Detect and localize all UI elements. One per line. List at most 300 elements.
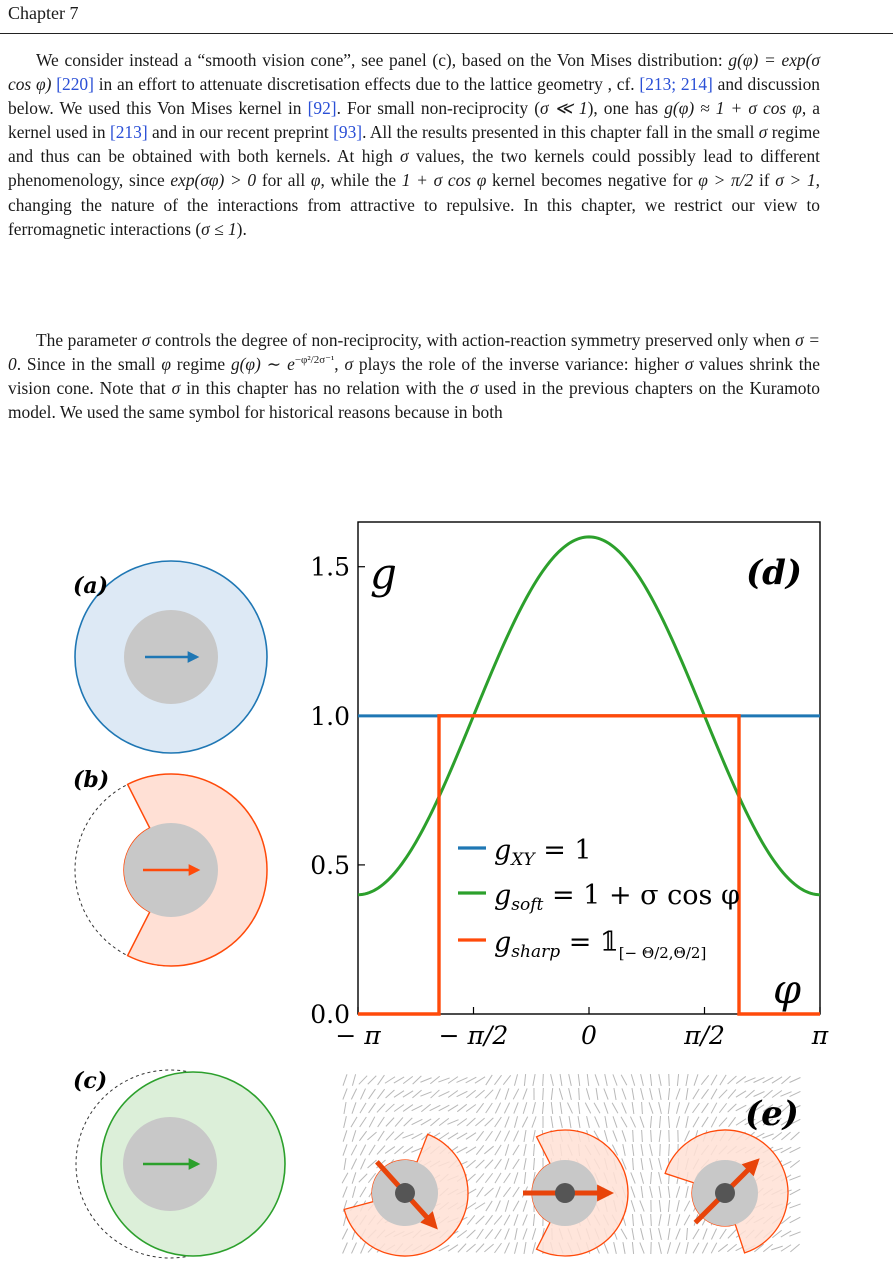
text-run: The parameter	[36, 330, 142, 350]
text-run: for all	[256, 170, 311, 191]
dash-mark	[633, 1158, 634, 1170]
dash-mark	[403, 1091, 413, 1097]
dash-mark	[505, 1088, 509, 1099]
dash-mark	[403, 1147, 413, 1154]
dash-mark	[404, 1118, 413, 1126]
dash-mark	[361, 1159, 366, 1170]
dash-mark	[513, 1201, 519, 1211]
dash-mark	[711, 1243, 717, 1254]
spin-center-dot	[555, 1183, 575, 1203]
dash-mark	[650, 1186, 653, 1198]
dash-mark	[633, 1130, 634, 1142]
dash-mark	[369, 1089, 376, 1099]
dash-mark	[650, 1088, 653, 1100]
dash-mark	[524, 1074, 525, 1086]
text-run: if	[753, 170, 776, 191]
dash-mark	[342, 1229, 347, 1240]
dash-mark	[386, 1118, 394, 1127]
dash-mark	[772, 1077, 782, 1083]
dash-mark	[466, 1244, 475, 1252]
dash-mark	[649, 1102, 653, 1113]
dash-mark	[485, 1215, 492, 1225]
dash-mark	[701, 1075, 708, 1084]
dash-mark	[360, 1187, 366, 1197]
dash-mark	[495, 1117, 502, 1127]
dash-mark	[719, 1090, 727, 1099]
dash-mark	[496, 1089, 501, 1100]
dash-mark	[476, 1131, 483, 1141]
dash-mark	[559, 1088, 562, 1100]
dash-mark	[744, 1078, 755, 1083]
dash-mark	[360, 1117, 367, 1127]
dash-mark	[523, 1088, 527, 1099]
dash-mark	[503, 1187, 510, 1197]
dash-mark	[677, 1074, 678, 1086]
dash-mark	[736, 1076, 746, 1083]
dash-mark	[439, 1133, 449, 1140]
dash-mark	[621, 1117, 627, 1127]
dash-mark	[360, 1103, 366, 1113]
dash-mark	[669, 1144, 670, 1156]
dash-mark	[343, 1130, 347, 1141]
dash-mark	[685, 1131, 690, 1142]
dash-mark	[686, 1088, 688, 1100]
panel-label-b: (b)	[73, 767, 110, 793]
text-run: . For small non-reciprocity (	[336, 98, 540, 119]
dash-mark	[458, 1244, 466, 1253]
panel-d-chart	[310, 522, 829, 1050]
text-run: regime	[170, 354, 231, 375]
dash-mark	[728, 1089, 736, 1098]
dash-mark	[430, 1105, 441, 1110]
dash-mark	[484, 1244, 493, 1252]
dash-mark	[659, 1242, 662, 1254]
dash-mark	[711, 1117, 717, 1128]
dash-mark	[523, 1102, 527, 1113]
y-tick-label: 1.0	[310, 701, 350, 731]
dash-mark	[676, 1102, 679, 1114]
dash-mark	[650, 1116, 651, 1128]
math-inline: φ > π/2	[698, 170, 754, 191]
dash-mark	[394, 1146, 403, 1154]
dash-mark	[686, 1186, 689, 1198]
dash-mark	[447, 1120, 458, 1125]
dash-mark	[494, 1215, 502, 1224]
dash-mark	[514, 1074, 517, 1086]
legend-sub: XY	[511, 850, 535, 870]
dash-mark	[378, 1117, 385, 1127]
dash-mark	[659, 1214, 661, 1226]
dash-mark	[448, 1245, 458, 1252]
citation-link[interactable]: [92]	[307, 98, 337, 119]
dash-mark	[640, 1172, 643, 1184]
dash-mark	[412, 1119, 423, 1124]
dash-mark	[578, 1074, 579, 1086]
text-run: values, the two kernels could possibly lead to different phenomenology, since	[8, 146, 820, 191]
dash-mark	[632, 1242, 633, 1254]
dash-mark	[439, 1105, 450, 1111]
dash-mark	[711, 1229, 716, 1240]
dash-mark	[694, 1074, 698, 1085]
dash-mark	[486, 1103, 493, 1113]
dash-mark	[614, 1088, 616, 1100]
dash-mark	[343, 1088, 347, 1099]
dash-mark	[448, 1090, 458, 1097]
dash-mark	[641, 1186, 643, 1198]
dash-mark	[718, 1244, 727, 1251]
dash-mark	[486, 1075, 492, 1085]
text-run: . All the results presented in this chapter fall in the small	[362, 122, 759, 143]
dash-mark	[524, 1242, 526, 1254]
dash-mark	[504, 1103, 509, 1114]
legend-rest: = 𝟙	[560, 927, 619, 958]
dash-mark	[640, 1116, 644, 1127]
dash-mark	[632, 1088, 634, 1100]
dash-mark	[719, 1103, 726, 1113]
dash-mark	[476, 1244, 484, 1253]
dash-mark	[641, 1228, 644, 1240]
dash-mark	[622, 1102, 627, 1113]
dash-mark	[701, 1089, 708, 1099]
dash-mark	[403, 1076, 413, 1083]
dash-mark	[532, 1242, 535, 1254]
dash-mark	[668, 1088, 669, 1100]
dash-mark	[650, 1158, 653, 1170]
y-axis-label: g	[370, 549, 397, 598]
dash-mark	[421, 1104, 430, 1112]
math-inline: −φ²/2σ⁻¹	[294, 354, 335, 367]
dash-mark	[667, 1242, 670, 1254]
dash-mark	[686, 1242, 689, 1254]
dash-mark	[438, 1078, 449, 1082]
text-run: used in the previous chapters on the Kuramoto model. We used the same symbol for historical reasons because in both	[8, 378, 820, 423]
dash-mark	[476, 1145, 483, 1154]
dash-mark	[369, 1117, 375, 1128]
dash-mark	[551, 1102, 552, 1114]
dash-mark	[361, 1243, 366, 1254]
dash-mark	[522, 1117, 527, 1128]
dash-mark	[612, 1103, 618, 1113]
dash-mark	[466, 1104, 476, 1111]
text-run: plays the role of the inverse variance: higher	[353, 354, 685, 375]
dash-mark	[790, 1147, 801, 1152]
math-inline: g(φ) = exp(σ cos φ)	[8, 50, 820, 95]
dash-mark	[466, 1090, 475, 1097]
dash-mark	[369, 1145, 375, 1155]
dash-mark	[504, 1173, 511, 1183]
dash-mark	[641, 1088, 644, 1100]
dash-mark	[790, 1217, 801, 1223]
dash-mark	[533, 1074, 535, 1086]
dash-mark	[504, 1131, 509, 1142]
dash-mark	[651, 1172, 652, 1184]
dash-mark	[727, 1244, 736, 1252]
dash-mark	[466, 1174, 475, 1182]
dash-mark	[495, 1229, 502, 1239]
math-inline: φ	[310, 170, 321, 191]
text-run: . Since in the small	[16, 354, 162, 375]
chapter-header: Chapter 7	[8, 3, 79, 23]
dash-mark	[676, 1214, 680, 1225]
dash-mark	[631, 1172, 635, 1183]
dash-mark	[622, 1088, 626, 1099]
dash-mark	[485, 1118, 494, 1126]
dash-mark	[687, 1228, 688, 1240]
panel-e	[330, 1074, 814, 1270]
dash-mark	[640, 1200, 644, 1211]
dash-mark	[485, 1160, 493, 1169]
dash-mark	[377, 1089, 384, 1099]
dash-mark	[413, 1076, 422, 1084]
dash-mark	[605, 1116, 607, 1128]
dash-mark	[660, 1116, 661, 1128]
dash-mark	[613, 1074, 617, 1085]
dash-mark	[632, 1228, 634, 1240]
text-run: regime and thus can be obtained with both kernels. At high	[8, 122, 820, 167]
dash-mark	[343, 1186, 347, 1197]
text-run: and discussion below. We used this Von Mises kernel in	[8, 74, 820, 119]
dash-mark	[467, 1118, 476, 1126]
dash-mark	[551, 1116, 553, 1128]
dash-mark	[631, 1074, 634, 1085]
x-tick-label: π/2	[684, 1021, 725, 1050]
dash-mark	[633, 1214, 634, 1226]
panel-label-a: (a)	[73, 573, 109, 599]
dash-mark	[676, 1116, 679, 1128]
y-tick-label: 1.5	[310, 552, 350, 582]
dash-mark	[513, 1159, 520, 1169]
dash-mark	[632, 1102, 634, 1114]
dash-mark	[352, 1130, 356, 1141]
legend-rest: = 1 + σ cos φ	[543, 880, 740, 911]
dash-mark	[394, 1091, 404, 1098]
dash-mark	[623, 1144, 625, 1156]
text-run: and in our recent preprint	[147, 122, 334, 143]
dash-mark	[523, 1228, 527, 1239]
dash-mark	[352, 1074, 355, 1086]
math-inline: σ	[758, 122, 768, 143]
dash-mark	[403, 1105, 413, 1112]
dash-mark	[668, 1116, 669, 1128]
dash-mark	[669, 1074, 670, 1086]
dash-mark	[621, 1229, 627, 1239]
dash-mark	[641, 1074, 644, 1086]
math-inline: exp(σφ) > 0	[170, 170, 257, 191]
dash-mark	[560, 1074, 562, 1086]
dash-mark	[677, 1200, 680, 1212]
dash-mark	[604, 1102, 608, 1113]
dash-mark	[514, 1102, 518, 1113]
dash-mark	[369, 1103, 376, 1113]
dash-mark	[505, 1243, 510, 1254]
dash-mark	[457, 1091, 468, 1096]
legend-sub2: [− Θ/2,Θ/2]	[618, 944, 707, 962]
dash-mark	[569, 1074, 572, 1086]
dash-mark	[496, 1200, 501, 1211]
dash-mark	[457, 1147, 468, 1153]
math-inline: σ > 1	[775, 170, 816, 191]
dash-mark	[789, 1204, 800, 1208]
dash-mark	[641, 1144, 643, 1156]
dash-mark	[352, 1186, 355, 1198]
math-inline: 1 + σ cos φ	[401, 170, 487, 191]
citation-link[interactable]: [220]	[56, 74, 94, 95]
dash-mark	[595, 1074, 599, 1085]
dash-mark	[604, 1242, 608, 1253]
dash-mark	[495, 1173, 501, 1183]
dash-mark	[605, 1074, 608, 1086]
dash-mark	[466, 1133, 476, 1140]
dash-mark	[659, 1172, 662, 1184]
dash-mark	[676, 1242, 680, 1253]
dash-mark	[533, 1130, 535, 1142]
citation-link[interactable]: [213]	[109, 122, 148, 143]
math-inline: σ ≤ 1	[201, 218, 237, 239]
dash-mark	[359, 1076, 367, 1085]
x-axis-label: φ	[773, 967, 802, 1013]
text-run: We consider instead a “smooth vision cone”, see panel (c), based on the Von Mises distribution:	[36, 50, 729, 70]
dash-mark	[659, 1200, 660, 1212]
dash-mark	[515, 1228, 517, 1240]
math-inline: σ	[171, 378, 181, 399]
math-inline: g(φ) ≈ 1 + σ cos φ	[664, 98, 802, 119]
dash-mark	[514, 1214, 518, 1225]
dash-mark	[534, 1158, 535, 1170]
dash-mark	[360, 1145, 365, 1156]
dash-mark	[359, 1131, 366, 1141]
dash-mark	[485, 1173, 492, 1182]
math-inline: σ	[344, 354, 354, 375]
dash-mark	[485, 1090, 493, 1099]
x-tick-label: π	[811, 1021, 829, 1050]
dash-mark	[344, 1102, 346, 1114]
dash-mark	[343, 1242, 348, 1253]
math-inline: σ ≪ 1	[539, 98, 588, 119]
dash-mark	[475, 1077, 485, 1083]
dash-mark	[632, 1144, 634, 1156]
text-run: , while the	[320, 170, 402, 191]
dash-mark	[484, 1188, 493, 1196]
dash-mark	[523, 1200, 527, 1211]
dash-mark	[693, 1117, 699, 1127]
dash-mark	[394, 1132, 403, 1140]
dash-mark	[524, 1144, 526, 1156]
dash-mark	[439, 1245, 450, 1251]
dash-mark	[693, 1089, 699, 1099]
dash-mark	[728, 1076, 737, 1084]
dash-mark	[494, 1075, 501, 1085]
dash-mark	[368, 1160, 377, 1168]
spin-cones	[330, 1104, 814, 1270]
dash-mark	[631, 1200, 635, 1211]
dash-mark	[640, 1242, 644, 1253]
dash-mark	[533, 1214, 534, 1226]
dash-mark	[495, 1131, 501, 1142]
dash-mark	[622, 1130, 626, 1141]
dash-mark	[668, 1102, 669, 1114]
citation-link[interactable]: [213; 214]	[639, 74, 713, 95]
citation-link[interactable]: [93]	[333, 122, 363, 143]
dash-mark	[711, 1089, 717, 1099]
panel-label-d: (d)	[746, 553, 802, 593]
dash-mark	[524, 1130, 526, 1142]
dash-mark	[719, 1118, 727, 1127]
dash-mark	[351, 1243, 356, 1254]
dash-mark	[659, 1130, 661, 1142]
dash-mark	[505, 1158, 509, 1169]
dash-mark	[352, 1102, 356, 1113]
dash-mark	[693, 1103, 700, 1113]
dash-mark	[386, 1104, 395, 1112]
dash-mark	[685, 1102, 689, 1113]
dash-mark	[728, 1117, 735, 1127]
dash-mark	[532, 1116, 536, 1127]
text-run: controls the degree of non-reciprocity, with action-reaction symmetry preserved only when	[150, 330, 796, 350]
dash-mark	[377, 1146, 385, 1155]
dash-mark	[467, 1215, 475, 1224]
dash-mark	[352, 1172, 356, 1183]
dash-mark	[420, 1092, 431, 1096]
dash-mark	[789, 1176, 800, 1180]
dash-mark	[477, 1229, 484, 1239]
y-tick-label: 0.5	[310, 850, 350, 880]
dash-mark	[642, 1130, 643, 1142]
dash-mark	[659, 1186, 661, 1198]
text-run: ,	[334, 354, 345, 375]
math-inline: σ = 0	[8, 330, 820, 375]
dash-mark	[412, 1090, 421, 1098]
dash-mark	[351, 1145, 357, 1156]
dash-mark	[650, 1228, 652, 1240]
dash-mark	[650, 1144, 653, 1156]
dash-mark	[344, 1116, 347, 1128]
dash-mark	[505, 1200, 508, 1212]
legend-sub: sharp	[511, 942, 561, 962]
dash-mark	[586, 1088, 589, 1100]
math-inline: σ	[141, 330, 151, 350]
dash-mark	[513, 1131, 518, 1142]
dash-mark	[477, 1187, 484, 1197]
dash-mark	[702, 1103, 709, 1113]
text-run: ), one has	[587, 98, 665, 119]
dash-mark	[651, 1214, 652, 1226]
dash-mark	[476, 1173, 484, 1182]
dash-mark	[394, 1077, 404, 1083]
text-run: , changing the nature of the interactions from attractive to repulsive. In this chapter, we restrict our view to ferromagnetic interactions (	[8, 170, 821, 239]
dash-mark	[378, 1131, 384, 1141]
legend-rest: = 1	[534, 835, 592, 866]
dash-mark	[604, 1088, 608, 1099]
dash-mark	[430, 1118, 439, 1126]
dash-mark	[342, 1173, 348, 1183]
dash-mark	[457, 1230, 467, 1237]
dash-mark	[475, 1090, 484, 1098]
dash-mark	[514, 1116, 517, 1128]
dash-mark	[543, 1088, 544, 1100]
dash-mark	[494, 1243, 501, 1253]
dash-mark	[394, 1105, 404, 1112]
dash-mark	[720, 1075, 726, 1085]
x-tick-label: − π/2	[438, 1021, 509, 1050]
dash-mark	[594, 1103, 600, 1113]
dash-mark	[641, 1158, 643, 1170]
dash-mark	[532, 1228, 535, 1239]
legend-main: g	[494, 835, 512, 866]
dash-mark	[386, 1132, 394, 1141]
dash-mark	[543, 1074, 544, 1086]
dash-mark	[505, 1144, 508, 1156]
dash-mark	[467, 1230, 476, 1238]
